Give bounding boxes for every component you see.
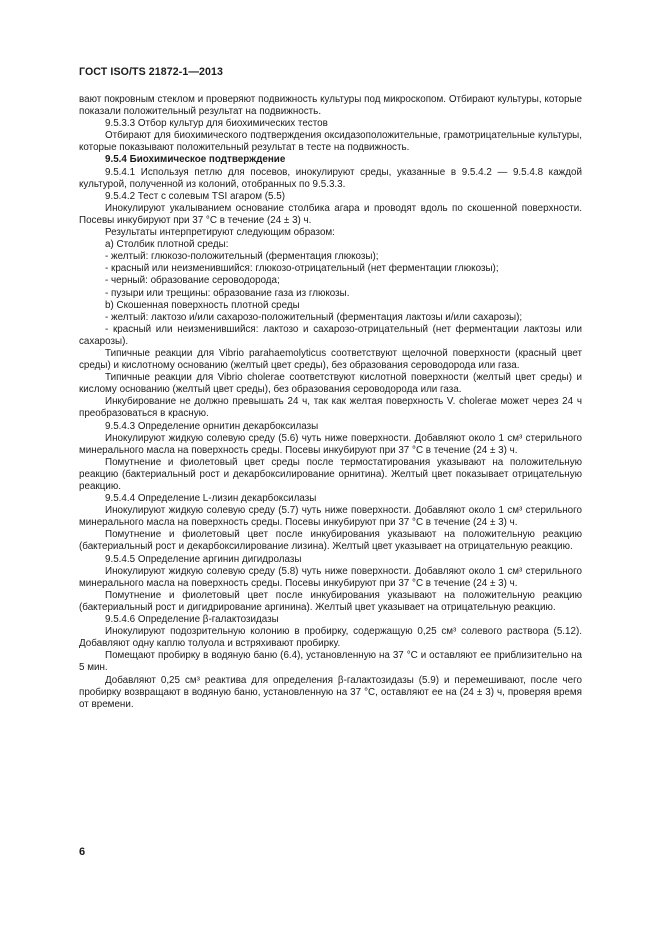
paragraph: Помутнение и фиолетовый цвет среды после термостатирования указывают на положительную реакцию (бактериальный рост и декарбоксилирование орнитина). Желтый цвет показывает отрицательную реакцию. bbox=[79, 456, 582, 492]
paragraph: Помутнение и фиолетовый цвет после инкубирования указывают на положительную реакцию (бактериальный рост и дигидрирование аргинина). Желтый цвет указывает на отрицательную реакцию. bbox=[79, 589, 582, 613]
paragraph: 9.5.4.1 Используя петлю для посевов, инокулируют среды, указанные в 9.5.4.2 — 9.5.4.8 каждой культурой, полученной из колоний, отобранных по 9.5.3.3. bbox=[79, 166, 582, 190]
paragraph: Добавляют 0,25 см³ реактива для определения β-галактозидазы (5.9) и перемешивают, после чего пробирку возвращают в водяную баню, установленную на 37 °С, оставляют ее на (24 ± 3) ч, проверяя время от времени. bbox=[79, 674, 582, 710]
list-item: - желтый: глюкозо-положительный (ферментация глюкозы); bbox=[105, 251, 379, 263]
paragraph: 9.5.3.3 Отбор культур для биохимических тестов bbox=[105, 118, 328, 130]
list-item: - красный или неизменившийся: лактозо и сахарозо-отрицательный (нет ферментации лактозы или сахарозы). bbox=[79, 323, 582, 347]
paragraph: Инокулируют подозрительную колонию в пробирку, содержащую 0,25 см³ солевого раствора (5.12). Добавляют одну каплю толуола и встряхивают пробирку. bbox=[79, 626, 582, 650]
paragraph: Инокулируют жидкую солевую среду (5.7) чуть ниже поверхности. Добавляют около 1 см³ стерильного минерального масла на поверхность среды. Посевы инкубируют при 37 °С в течение (24 ± 3) ч. bbox=[79, 505, 582, 529]
paragraph: Инокулируют укалыванием основание столбика агара и проводят вдоль по скошенной поверхности. Посевы инкубируют при 37 °С в течение (24 ± 3) ч. bbox=[79, 202, 582, 226]
paragraph: 9.5.4.4 Определение L-лизин декарбоксилазы bbox=[105, 493, 317, 505]
paragraph: 9.5.4.5 Определение аргинин дигидролазы bbox=[105, 553, 302, 565]
paragraph: Результаты интерпретируют следующим образом: bbox=[105, 227, 335, 239]
paragraph: Помещают пробирку в водяную баню (6.4), установленную на 37 °С и оставляют ее приблизительно на 5 мин. bbox=[79, 650, 582, 674]
list-item: а) Столбик плотной среды: bbox=[105, 239, 229, 251]
list-item: - желтый: лактозо и/или сахарозо-положительный (ферментация лактозы и/или сахарозы); bbox=[105, 311, 523, 323]
paragraph: 9.5.4.6 Определение β-галактозидазы bbox=[105, 614, 279, 626]
paragraph: Инокулируют жидкую солевую среду (5.6) чуть ниже поверхности. Добавляют около 1 см³ стерильного минерального масла на поверхность среды. Посевы инкубируют при 37 °С в течение (24 ± 3) ч. bbox=[79, 432, 582, 456]
paragraph: Инокулируют жидкую солевую среду (5.8) чуть ниже поверхности. Добавляют около 1 см³ стерильного минерального масла на поверхность среды. Посевы инкубируют при 37 °С в течение (24 ± 3) ч. bbox=[79, 565, 582, 589]
document-header: ГОСТ ISO/TS 21872-1—2013 bbox=[79, 66, 224, 78]
paragraph: 9.5.4.3 Определение орнитин декарбоксилазы bbox=[105, 420, 319, 432]
paragraph: Инкубирование не должно превышать 24 ч, так как желтая поверхность V. cholerae может через 24 ч преобразоваться в красную. bbox=[79, 396, 582, 420]
paragraph: Типичные реакции для Vibrio parahaemolyticus соответствуют щелочной поверхности (красный цвет среды) и кислотному основанию (желтый цвет среды), без образования сероводорода или газа. bbox=[79, 347, 582, 372]
paragraph: 9.5.4.2 Тест с солевым TSI агаром (5.5) bbox=[105, 190, 285, 202]
list-item: - черный: образование сероводорода; bbox=[105, 275, 280, 287]
list-item: - красный или неизменившийся: глюкозо-отрицательный (нет ферментации глюкозы); bbox=[105, 263, 499, 275]
document-body bbox=[79, 94, 582, 711]
paragraph: Помутнение и фиолетовый цвет после инкубирования указывают на положительную реакцию (бактериальный рост и декарбоксилирование лизина). Желтый цвет указывает на отрицательную реакцию. bbox=[79, 529, 582, 553]
list-item: b) Скошенная поверхность плотной среды bbox=[105, 299, 300, 311]
paragraph: вают покровным стеклом и проверяют подвижность культуры под микроскопом. Отбирают культуры, которые показали положительный результат на подвижность. bbox=[79, 94, 582, 118]
list-item: - пузыри или трещины: образование газа из глюкозы. bbox=[105, 287, 350, 299]
page-number: 6 bbox=[79, 846, 86, 858]
paragraph: Отбирают для биохимического подтверждения оксидазоположительные, грамотрицательные культуры, которые показывают положительный результат в тесте на подвижность. bbox=[79, 130, 582, 154]
section-heading: 9.5.4 Биохимическое подтверждение bbox=[105, 154, 286, 166]
paragraph: Типичные реакции для Vibrio cholerae соответствуют кислотной поверхности (желтый цвет среды) и кислому основанию (желтый цвет среды), без образования сероводорода или газа. bbox=[79, 372, 582, 396]
